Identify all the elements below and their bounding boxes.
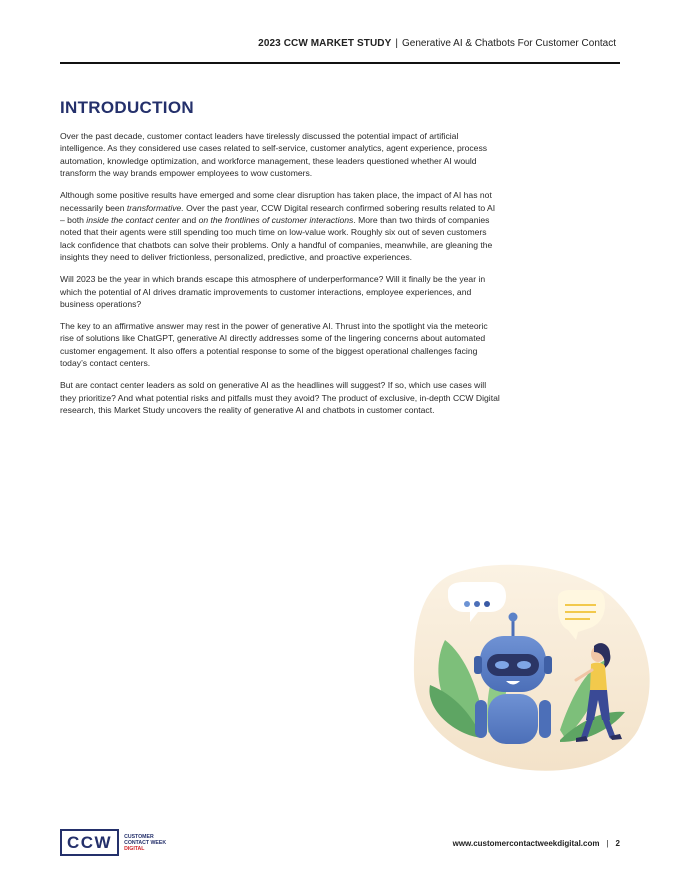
paragraph-2-emphasis: inside the contact center <box>86 215 180 226</box>
paragraph-5: But are contact center leaders as sold on generative AI as the headlines will suggest? If so, which use cases will they prioritize? And what potential risks and pitfalls must they avoid? The product of exclusive, in-depth CCW Digital research, this Market Study uncovers the reality of generative AI and chatbots in customer contact. <box>60 380 500 416</box>
paragraph-2-text: Over the past year, CCW Digital research confirmed sobering results related to AI – both <box>60 202 496 226</box>
ccw-logo <box>60 829 166 856</box>
paragraph-2-text: . More than two thirds of companies noted that their agents were still spending too much time on low-value work. Roughly six out of seven customers lack confidence that chatbots can solve their problems. Only a handful of companies, meanwhile, are gleaning the insights they need to deliver frictionless, personalized, predictive, and proactive experiences. <box>60 215 493 263</box>
page-title: INTRODUCTION <box>60 98 194 117</box>
paragraph-3: Will 2023 be the year in which brands escape this atmosphere of underperformance? Will it finally be the year in which the potential of AI drives dramatic improvements to customer interactions, employee experiences, and business operations? <box>60 274 486 310</box>
robot-illustration <box>410 560 655 775</box>
paragraph-2-text: Although some positive results have emerged and some clear disruption has taken place, the impact of AI has not necessarily been <box>60 190 492 213</box>
page-number: 2 <box>615 839 620 848</box>
page-header <box>258 38 616 49</box>
footer-website-link[interactable]: www.customercontactweekdigital.com <box>452 839 600 848</box>
logo-line-3: DIGITAL <box>124 845 145 852</box>
header-subtitle: Generative AI & Chatbots For Customer Contact <box>402 38 616 49</box>
header-separator: | <box>395 38 399 49</box>
ccw-logo-text: CCW <box>67 832 113 852</box>
paragraph-1: Over the past decade, customer contact leaders have tirelessly discussed the potential impact of artificial intelligence. As they considered use cases related to self-service, customer analytics, agent experience, process automation, knowledge optimization, and workforce management, these leaders questioned whether AI would transform the way brands empower employees to wow customers. <box>60 131 488 179</box>
ccw-logo-mark <box>60 829 119 856</box>
introduction-body <box>60 130 500 426</box>
paragraph-2-emphasis: transformative. <box>126 202 184 213</box>
logo-line-1: CUSTOMER <box>124 833 154 840</box>
page-footer <box>453 839 620 848</box>
paragraph-4: The key to an affirmative answer may rest in the power of generative AI. Thrust into the spotlight via the meteoric rise of solutions like ChatGPT, generative AI directly addresses some of the lingering concerns about automated customer engagement. It also offers a potential response to some of the biggest operational challenges facing today’s contact centers. <box>60 321 488 369</box>
paragraph-2 <box>60 189 500 263</box>
paragraph-2-text: and <box>179 215 199 226</box>
ccw-logo-subtitle <box>124 834 166 852</box>
footer-separator: | <box>606 839 609 848</box>
header-divider <box>60 62 620 64</box>
paragraph-2-emphasis: on the frontlines of customer interactions <box>198 215 354 226</box>
header-study-label: 2023 CCW MARKET STUDY <box>258 38 392 49</box>
logo-line-2: CONTACT WEEK <box>124 839 167 846</box>
